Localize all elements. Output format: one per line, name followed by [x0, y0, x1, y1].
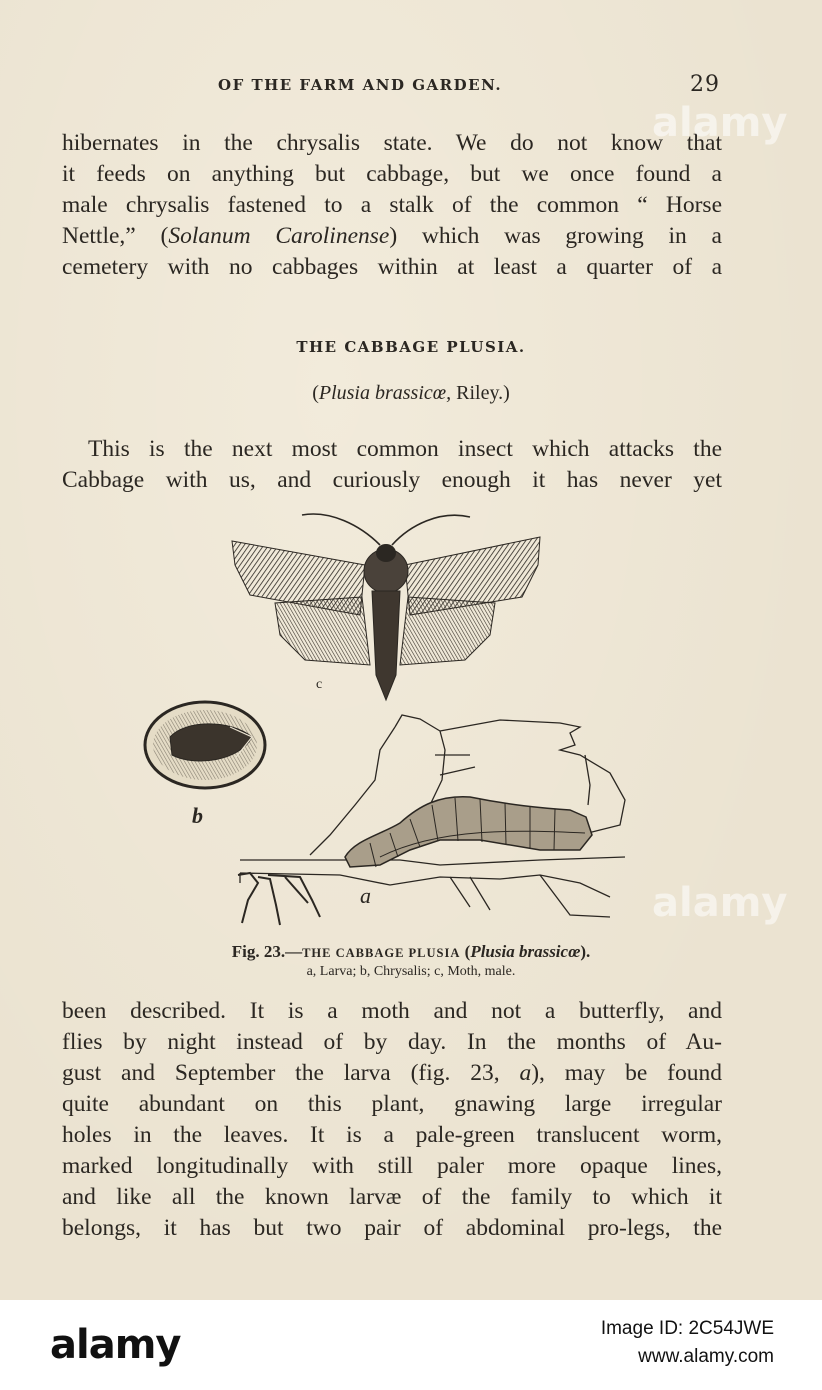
- text-line: belongs, it has but two pair of abdominal pro-legs, the: [62, 1215, 722, 1241]
- species-name: Plusia brassicœ,: [318, 382, 452, 404]
- text-run: gust and September the larva (fig. 23,: [62, 1060, 520, 1086]
- figure-label-c: c: [316, 677, 323, 692]
- watermark-overlay: alamy: [652, 880, 788, 926]
- moth-drawing: [232, 514, 540, 700]
- text-line: hibernates in the chrysalis state. We do not know that: [62, 130, 722, 156]
- text-run: ) which was growing in a: [389, 223, 722, 249]
- author-name: Riley.: [456, 382, 504, 404]
- text-run: ), may be found: [531, 1060, 722, 1086]
- leaf-rib-drawing: [238, 873, 320, 925]
- chrysalis-drawing: [145, 702, 265, 828]
- text-line: and like all the known larvæ of the family to which it: [62, 1184, 722, 1210]
- plusia-illustration: [140, 505, 660, 945]
- text-line: cemetery with no cabbages within at least a quarter of a: [62, 254, 722, 280]
- section-subtitle: (Plusia brassicœ, Riley.): [312, 382, 510, 404]
- footer-url: www.alamy.com: [638, 1346, 774, 1367]
- figure-caption-legend: a, Larva; b, Chrysalis; c, Moth, male.: [306, 964, 516, 979]
- bottom-paragraph: [62, 996, 722, 1244]
- watermark-overlay: alamy: [652, 100, 788, 146]
- text-line: [62, 221, 722, 252]
- intro-paragraph: [62, 434, 722, 496]
- section-title: THE CABBAGE PLUSIA.: [296, 338, 526, 356]
- text-line: This is the next most common insect which attacks the: [88, 436, 722, 462]
- text-line: male chrysalis fastened to a stalk of the common “ Horse: [62, 192, 722, 218]
- text-line: flies by night instead of by day. In the months of Au-: [62, 1029, 722, 1055]
- text-line: [62, 1058, 722, 1089]
- text-line: been described. It is a moth and not a butterfly, and: [62, 998, 722, 1024]
- image-id: Image ID: 2C54JWE: [600, 1318, 774, 1339]
- top-paragraph: [62, 128, 722, 283]
- stock-footer: [0, 1300, 822, 1390]
- text-line: holes in the leaves. It is a pale-green translucent worm,: [62, 1122, 722, 1148]
- caption-species: Plusia brassicœ: [470, 942, 581, 961]
- caption-prefix: Fig. 23.—: [231, 942, 303, 961]
- text-run: Nettle,” (: [62, 223, 169, 249]
- figure-label-a: a: [360, 883, 371, 908]
- text-line: it feeds on anything but cabbage, but we once found a: [62, 161, 722, 187]
- larva-drawing: [345, 797, 592, 908]
- figure-label-b: b: [192, 803, 203, 828]
- page-number: 29: [690, 72, 720, 97]
- caption-title: THE CABBAGE PLUSIA: [302, 946, 461, 960]
- figure-ref: a: [519, 1060, 532, 1086]
- species-name: Solanum Carolinense: [168, 223, 390, 249]
- text-line: quite abundant on this plant, gnawing large irregular: [62, 1091, 722, 1117]
- figure-caption: Fig. 23.—THE CABBAGE PLUSIA (Plusia brassicœ).: [231, 942, 591, 961]
- text-line: marked longitudinally with still paler more opaque lines,: [62, 1153, 722, 1179]
- alamy-logo: alamy: [50, 1322, 181, 1368]
- text-line: Cabbage with us, and curiously enough it has never yet: [62, 467, 722, 493]
- running-head: OF THE FARM AND GARDEN.: [218, 76, 503, 94]
